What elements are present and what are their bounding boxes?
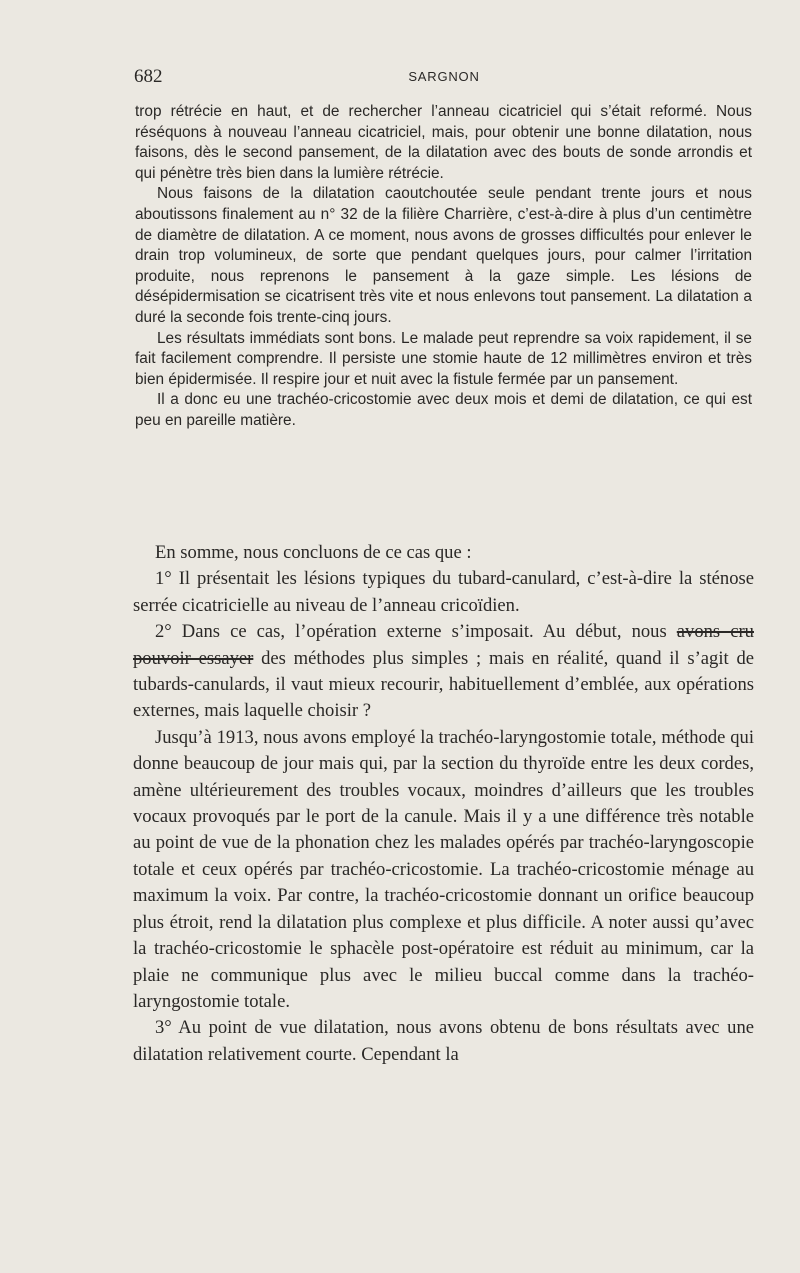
conclusion-section	[133, 540, 754, 1068]
running-header	[134, 66, 754, 90]
paragraph-point-1: 1° Il présentait les lésions typiques du tubard-canulard, c’est-à-dire la sténose serrée cicatricielle au niveau de l’anneau cricoïdien.	[133, 568, 754, 616]
paragraph-point-3: 3° Au point de vue dilatation, nous avons obtenu de bons résultats avec une dilatation relativement courte. Cependant la	[133, 1017, 754, 1065]
small-print-section	[135, 102, 752, 432]
page-number: 682	[134, 66, 163, 87]
struck-text: avons cru pouvoir essayer	[133, 621, 754, 669]
paragraph-continuation: trop rétrécie en haut, et de rechercher l’anneau cicatriciel qui s’était reformé. Nous réséquons à nouveau l’anneau cicatriciel, mais, pour obtenir une bonne dilatation, nous faisons, dès le second pansement, de la dilatation avec des bouts de sonde arrondis et qui pénètre très bien dans la lumière rétrécie.	[135, 103, 752, 182]
paragraph-summary: Il a donc eu une trachéo-cricostomie avec deux mois et demi de dilatation, ce qui est peu en pareille matière.	[135, 391, 752, 429]
paragraph-history: Jusqu’à 1913, nous avons employé la trachéo-laryngostomie totale, méthode qui donne beaucoup de jour mais qui, par la section du thyroïde entre les deux cordes, amène ultérieurement des troubles vocaux, moindres d’ailleurs que les troubles vocaux provoqués par le port de la canule. Mais il y a une différence très notable au point de vue de la phonation chez les malades opérés par trachéo-laryngoscopie totale et ceux opérés par trachéo-cricostomie. La trachéo-cricostomie ménage au maximum la voix. Par contre, la trachéo-cricostomie donnant un orifice beaucoup plus étroit, rend la dilatation plus complexe et plus difficile. A noter aussi qu’avec la trachéo-cricostomie le sphacèle post-opératoire est réduit au minimum, car la plaie ne communique plus avec le milieu buccal comme dans la trachéo-laryngostomie totale.	[133, 726, 754, 1012]
paragraph-dilatation: Nous faisons de la dilatation caoutchoutée seule pendant trente jours et nous aboutissons finalement au n° 32 de la filière Charrière, c’est-à-dire à plus d’un centimètre de diamètre de dilatation. A ce moment, nous avons de grosses difficultés pour enlever le drain trop volumineux, de sorte que pendant quelques jours, pour calmer l’irritation produite, nous reprenons le pansement à la gaze simple. Les lésions de désépidermisation se cicatrisent très vite et nous enlevons tout pansement. La dilatation a duré la seconde fois trente-cinq jours.	[135, 185, 752, 326]
paragraph-conclusion-intro: En somme, nous concluons de ce cas que :	[155, 542, 472, 563]
running-title: SARGNON	[408, 69, 480, 84]
point-2-text-a: 2° Dans ce cas, l’opération externe s’imposait. Au début, nous	[155, 621, 667, 643]
point-2-text-b: des méthodes plus simples ; mais en réalité, quand il s’agit de tubards-canulards, il vaut mieux recourir, habituellement d’emblée, aux opérations externes, mais laquelle choisir ?	[133, 647, 755, 722]
paragraph-point-2	[133, 619, 754, 725]
paragraph-results: Les résultats immédiats sont bons. Le malade peut reprendre sa voix rapidement, il se fait facilement comprendre. Il persiste une stomie haute de 12 millimètres environ et très bien épidermisée. Il respire jour et nuit avec la fistule fermée par un pansement.	[135, 329, 752, 388]
